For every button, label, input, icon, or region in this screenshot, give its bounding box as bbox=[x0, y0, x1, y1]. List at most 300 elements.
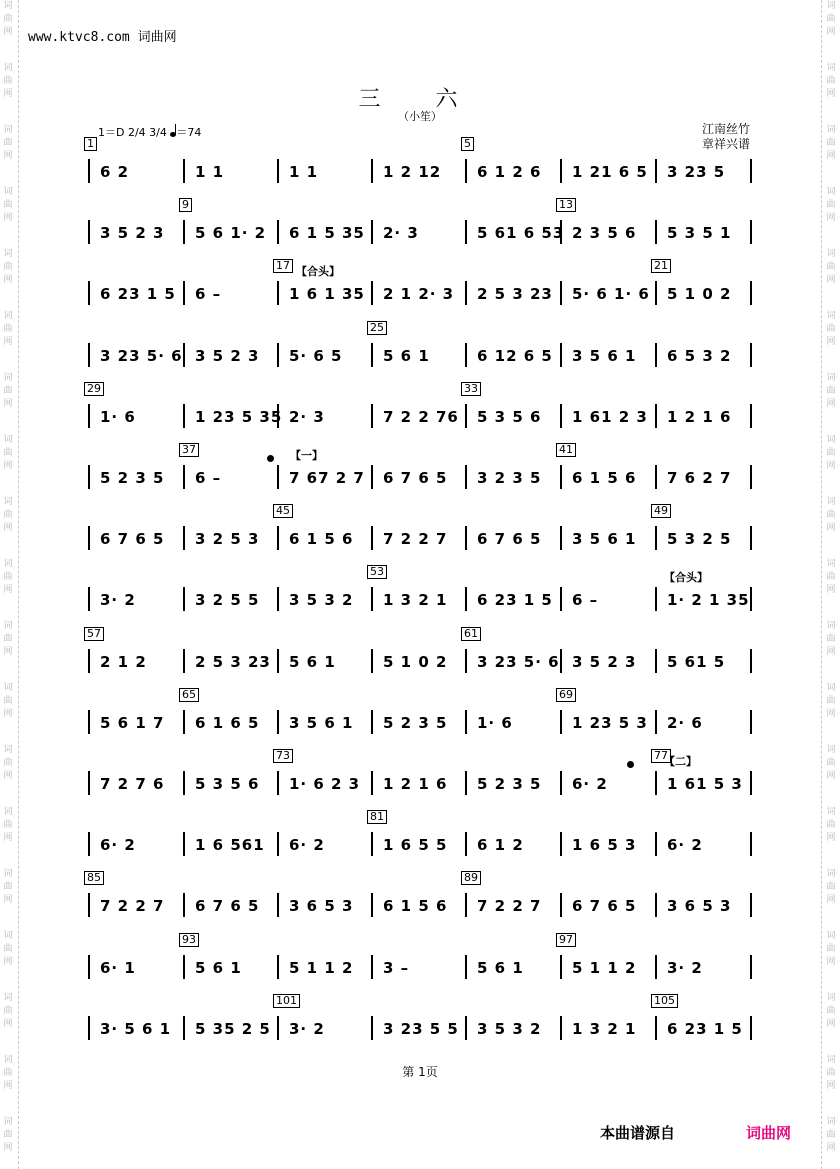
measure: 5 1 0 2 bbox=[667, 285, 732, 304]
barline bbox=[465, 404, 467, 428]
watermark-text: 词 曲 网 bbox=[826, 1117, 836, 1153]
measure-number: 101 bbox=[273, 994, 300, 1008]
measure: 6 2 bbox=[100, 163, 130, 181]
measure: 3 23 5· 6 bbox=[477, 652, 560, 671]
barline bbox=[88, 893, 90, 917]
barline bbox=[277, 465, 279, 489]
staff-row bbox=[88, 830, 753, 856]
barline bbox=[277, 281, 279, 305]
section-mark: 【二】 bbox=[664, 755, 697, 768]
barline bbox=[655, 465, 657, 489]
measure: 6 23 1 5 bbox=[667, 1019, 743, 1038]
watermark-text: 词 曲 网 bbox=[3, 125, 13, 161]
barline bbox=[371, 404, 373, 428]
measure: 6 1 5 35 bbox=[289, 224, 365, 243]
measure: 3 2 5 5 bbox=[195, 591, 260, 610]
measure: 1· 6 2 3 bbox=[289, 775, 361, 793]
staff-row bbox=[88, 218, 753, 244]
barline bbox=[183, 649, 185, 673]
measure-number: 81 bbox=[367, 810, 387, 824]
measure: 6 7 6 5 bbox=[100, 530, 165, 549]
measure: 3· 5 6 1 bbox=[100, 1019, 172, 1038]
barline bbox=[560, 771, 562, 795]
watermark-text: 词 曲 网 bbox=[826, 931, 836, 967]
watermark-text: 词 曲 网 bbox=[3, 249, 13, 285]
barline bbox=[560, 404, 562, 428]
staff-row bbox=[88, 1014, 753, 1040]
barline bbox=[88, 220, 90, 244]
measure-number: 73 bbox=[273, 749, 293, 763]
barline bbox=[560, 526, 562, 550]
barline bbox=[183, 404, 185, 428]
dot-marker-icon bbox=[627, 761, 634, 768]
measure: 5 61 6 53 bbox=[477, 224, 565, 243]
measure-number: 25 bbox=[367, 321, 387, 335]
measure: 3 23 5 5 bbox=[383, 1019, 459, 1038]
measure-number: 1 bbox=[84, 137, 97, 151]
barline bbox=[465, 159, 467, 183]
watermark-text: 词 曲 网 bbox=[826, 683, 836, 719]
measure: 5 6 1 bbox=[383, 346, 430, 365]
song-title: 三 六 bbox=[358, 87, 482, 112]
measure: 7 67 2 7 bbox=[289, 469, 365, 487]
measure: 6 7 6 5 bbox=[477, 530, 542, 549]
section-mark: 【一】 bbox=[290, 449, 323, 462]
measure: 3 5 3 2 bbox=[289, 591, 354, 610]
measure: 3· 2 bbox=[100, 591, 136, 610]
barline bbox=[655, 220, 657, 244]
measure: 5 3 5 1 bbox=[667, 224, 732, 243]
measure: 1· 2 1 35 bbox=[667, 591, 750, 610]
arranger-label: 章祥兴谱 bbox=[702, 137, 751, 151]
measure: 3 2 5 3 bbox=[195, 530, 260, 549]
measure: 5 3 5 6 bbox=[477, 407, 542, 426]
watermark-text: 词 曲 网 bbox=[826, 869, 836, 905]
measure: 1· 6 bbox=[477, 713, 513, 732]
measure-number: 21 bbox=[651, 259, 671, 273]
measure-number: 45 bbox=[273, 504, 293, 518]
barline bbox=[183, 1016, 185, 1040]
watermark-text: 词 曲 网 bbox=[3, 931, 13, 967]
watermark-text: 词 曲 网 bbox=[826, 621, 836, 657]
barline bbox=[750, 710, 752, 734]
measure: 5 2 3 5 bbox=[477, 775, 542, 793]
measure: 5 61 5 bbox=[667, 652, 726, 671]
measure: 3 – bbox=[383, 958, 410, 977]
barline bbox=[371, 893, 373, 917]
measure: 1 23 5 3 bbox=[572, 713, 648, 732]
barline bbox=[88, 404, 90, 428]
measure: 3· 2 bbox=[289, 1019, 325, 1038]
barline bbox=[655, 771, 657, 795]
key-and-tempo bbox=[98, 124, 201, 140]
watermark-text: 词 曲 网 bbox=[826, 249, 836, 285]
measure-number: 33 bbox=[461, 382, 481, 396]
site-url: www.ktvc8.com 词曲网 bbox=[28, 30, 177, 45]
barline bbox=[371, 832, 373, 856]
measure: 1 6 5 3 bbox=[572, 836, 637, 855]
staff-row bbox=[88, 524, 753, 550]
barline bbox=[750, 587, 752, 611]
watermark-text: 词 曲 网 bbox=[826, 311, 836, 347]
watermark-text: 词 曲 网 bbox=[3, 311, 13, 347]
measure: 1 2 1 6 bbox=[667, 407, 732, 426]
measure: 6 12 6 5 bbox=[477, 346, 553, 365]
barline bbox=[183, 893, 185, 917]
barline bbox=[183, 159, 185, 183]
barline bbox=[750, 526, 752, 550]
barline bbox=[183, 281, 185, 305]
barline bbox=[465, 587, 467, 611]
barline bbox=[277, 771, 279, 795]
watermark-text: 词 曲 网 bbox=[826, 187, 836, 223]
measure: 5· 6 5 bbox=[289, 346, 343, 365]
staff-row bbox=[87, 626, 753, 673]
staff-row bbox=[88, 708, 753, 734]
measure: 3 5 3 2 bbox=[477, 1019, 542, 1038]
barline bbox=[560, 832, 562, 856]
barline bbox=[183, 955, 185, 979]
barline bbox=[465, 281, 467, 305]
barline bbox=[465, 1016, 467, 1040]
watermark-text: 词 曲 网 bbox=[3, 373, 13, 409]
measure: 6 1 6 5 bbox=[195, 713, 260, 732]
barline bbox=[88, 832, 90, 856]
section-mark: 【合头】 bbox=[296, 265, 340, 279]
measure-number: 105 bbox=[651, 994, 678, 1008]
barline bbox=[560, 649, 562, 673]
measure: 6 5 3 2 bbox=[667, 346, 732, 365]
barline bbox=[750, 465, 752, 489]
barline bbox=[655, 526, 657, 550]
barline bbox=[183, 465, 185, 489]
measure: 3 5 2 3 bbox=[195, 346, 260, 365]
measure: 6 – bbox=[195, 469, 222, 487]
barline bbox=[183, 220, 185, 244]
measure: 6 23 1 5 bbox=[477, 591, 553, 610]
watermark-text: 词 曲 网 bbox=[3, 497, 13, 533]
measure: 3 2 3 5 bbox=[477, 469, 542, 487]
barline bbox=[277, 955, 279, 979]
barline bbox=[750, 832, 752, 856]
barline bbox=[371, 955, 373, 979]
watermark-text: 词 曲 网 bbox=[826, 373, 836, 409]
staff-row bbox=[88, 769, 753, 795]
watermark-text: 词 曲 网 bbox=[826, 1, 836, 37]
tempo-value: ＝74 bbox=[176, 126, 202, 139]
barline bbox=[655, 710, 657, 734]
measure: 6 1 2 bbox=[477, 836, 524, 855]
measure: 3 23 5· 6 bbox=[100, 346, 183, 365]
barline bbox=[88, 343, 90, 367]
watermark-text: 词 曲 网 bbox=[3, 559, 13, 595]
barline bbox=[88, 710, 90, 734]
barline bbox=[560, 1016, 562, 1040]
barline bbox=[277, 893, 279, 917]
measure: 1 1 bbox=[289, 163, 319, 181]
measure: 5 6 1 bbox=[289, 652, 336, 671]
barline bbox=[277, 159, 279, 183]
barline bbox=[465, 832, 467, 856]
measure: 5 2 3 5 bbox=[383, 713, 448, 732]
staff-row bbox=[88, 341, 753, 367]
watermark-text: 词 曲 网 bbox=[826, 807, 836, 843]
measure: 6· 2 bbox=[100, 836, 136, 855]
measure: 1 23 5 35 bbox=[195, 407, 283, 426]
barline bbox=[183, 526, 185, 550]
barline bbox=[371, 281, 373, 305]
measure: 3 5 6 1 bbox=[572, 346, 637, 365]
barline bbox=[465, 710, 467, 734]
measure: 1 2 12 bbox=[383, 163, 442, 181]
barline bbox=[655, 832, 657, 856]
barline bbox=[277, 832, 279, 856]
barline bbox=[371, 526, 373, 550]
brand-link[interactable]: 词曲网 bbox=[746, 1124, 792, 1142]
barline bbox=[371, 1016, 373, 1040]
measure: 7 2 7 6 bbox=[100, 775, 165, 793]
barline bbox=[560, 955, 562, 979]
barline bbox=[183, 832, 185, 856]
measure: 6· 2 bbox=[289, 836, 325, 855]
dot-marker-icon bbox=[267, 455, 274, 462]
measure: 1· 6 bbox=[100, 407, 136, 426]
measure: 5· 6 1· 6 bbox=[572, 285, 650, 304]
measure: 6 1 5 6 bbox=[289, 530, 354, 549]
measure: 3 23 5 bbox=[667, 163, 726, 181]
barline bbox=[465, 343, 467, 367]
measure: 7 2 2 7 bbox=[477, 897, 542, 916]
measure: 1 1 bbox=[195, 163, 225, 181]
genre-label: 江南丝竹 bbox=[702, 122, 751, 136]
measure: 3 5 2 3 bbox=[572, 652, 637, 671]
measure: 2· 3 bbox=[289, 407, 325, 426]
barline bbox=[465, 649, 467, 673]
measure: 2 5 3 23 bbox=[477, 285, 553, 304]
measure-number: 37 bbox=[179, 443, 199, 457]
measure-number: 77 bbox=[651, 749, 671, 763]
staff-row bbox=[88, 585, 753, 611]
measure: 6 7 6 5 bbox=[572, 897, 637, 916]
measure: 6 1 5 6 bbox=[383, 897, 448, 916]
measure: 1 61 2 3 bbox=[572, 407, 648, 426]
measure: 2 1 2 bbox=[100, 652, 147, 671]
barline bbox=[88, 159, 90, 183]
measure-number: 53 bbox=[367, 565, 387, 579]
barline bbox=[371, 343, 373, 367]
measure: 7 2 2 7 bbox=[100, 897, 165, 916]
barline bbox=[750, 404, 752, 428]
barline bbox=[277, 587, 279, 611]
barline bbox=[750, 893, 752, 917]
watermark-text: 词 曲 网 bbox=[3, 869, 13, 905]
measure: 6 7 6 5 bbox=[383, 469, 448, 487]
song-subtitle: （小笙） bbox=[398, 110, 442, 123]
watermark-text: 词 曲 网 bbox=[3, 435, 13, 471]
measure: 2 1 2· 3 bbox=[383, 285, 455, 304]
measure: 6· 1 bbox=[100, 958, 136, 977]
measure: 2· 3 bbox=[383, 224, 419, 243]
staff-row bbox=[88, 279, 753, 305]
measure: 5 6 1 bbox=[195, 958, 242, 977]
barline bbox=[371, 710, 373, 734]
measure: 1 3 2 1 bbox=[572, 1019, 637, 1038]
barline bbox=[88, 587, 90, 611]
watermark-text: 词 曲 网 bbox=[826, 63, 836, 99]
measure: 3 5 6 1 bbox=[572, 530, 637, 549]
measure: 3 6 5 3 bbox=[289, 897, 354, 916]
watermark-text: 词 曲 网 bbox=[3, 1055, 13, 1091]
section-mark: 【合头】 bbox=[664, 571, 708, 585]
measure-number: 89 bbox=[461, 871, 481, 885]
measure: 6 – bbox=[572, 591, 599, 610]
measure: 5 1 1 2 bbox=[289, 958, 354, 977]
watermark-text: 词 曲 网 bbox=[826, 497, 836, 533]
barline bbox=[183, 587, 185, 611]
measure: 1 6 1 35 bbox=[289, 285, 365, 304]
measure-number: 93 bbox=[179, 933, 199, 947]
measure: 6 1 5 6 bbox=[572, 469, 637, 487]
barline bbox=[750, 649, 752, 673]
barline bbox=[655, 404, 657, 428]
measure: 5 3 2 5 bbox=[667, 530, 732, 549]
measure: 7 2 2 76 bbox=[383, 407, 459, 426]
measure-number: 61 bbox=[461, 627, 481, 641]
measure-number: 69 bbox=[556, 688, 576, 702]
barline bbox=[750, 159, 752, 183]
barline bbox=[371, 465, 373, 489]
barline bbox=[750, 771, 752, 795]
watermark-text: 词 曲 网 bbox=[3, 807, 13, 843]
barline bbox=[465, 771, 467, 795]
measure: 6· 2 bbox=[572, 775, 608, 793]
measure-number: 41 bbox=[556, 443, 576, 457]
measure: 6 7 6 5 bbox=[195, 897, 260, 916]
watermark-text: 词 曲 网 bbox=[826, 1055, 836, 1091]
barline bbox=[560, 710, 562, 734]
watermark-text: 词 曲 网 bbox=[3, 683, 13, 719]
measure: 3 5 6 1 bbox=[289, 713, 354, 732]
barline bbox=[277, 220, 279, 244]
barline bbox=[465, 955, 467, 979]
barline bbox=[88, 771, 90, 795]
measure-number: 13 bbox=[556, 198, 576, 212]
barline bbox=[750, 1016, 752, 1040]
source-label: 本曲谱源自 bbox=[600, 1124, 676, 1142]
barline bbox=[88, 1016, 90, 1040]
measure: 6 23 1 5 bbox=[100, 285, 176, 304]
barline bbox=[88, 281, 90, 305]
watermark-text: 词 曲 网 bbox=[3, 745, 13, 781]
watermark-text: 词 曲 网 bbox=[3, 1, 13, 37]
barline bbox=[560, 343, 562, 367]
barline bbox=[88, 465, 90, 489]
measure-number: 97 bbox=[556, 933, 576, 947]
barline bbox=[465, 220, 467, 244]
watermark-text: 词 曲 网 bbox=[826, 993, 836, 1029]
measure: 5 6 1· 2 bbox=[195, 224, 267, 243]
measure: 2 5 3 23 bbox=[195, 652, 271, 671]
measure: 1 6 561 bbox=[195, 836, 265, 855]
barline bbox=[655, 893, 657, 917]
measure: 7 6 2 7 bbox=[667, 469, 732, 487]
barline bbox=[183, 771, 185, 795]
barline bbox=[371, 159, 373, 183]
measure: 6· 2 bbox=[667, 836, 703, 855]
measure: 1 21 6 5 bbox=[572, 163, 648, 181]
barline bbox=[371, 220, 373, 244]
measure: 5 6 1 bbox=[477, 958, 524, 977]
barline bbox=[655, 649, 657, 673]
measure-number: 65 bbox=[179, 688, 199, 702]
barline bbox=[560, 465, 562, 489]
watermark-text: 词 曲 网 bbox=[826, 559, 836, 595]
barline bbox=[183, 710, 185, 734]
measure: 7 2 2 7 bbox=[383, 530, 448, 549]
barline bbox=[655, 1016, 657, 1040]
barline bbox=[560, 159, 562, 183]
measure: 1 3 2 1 bbox=[383, 591, 448, 610]
measure: 6 1 2 6 bbox=[477, 163, 542, 181]
barline bbox=[655, 159, 657, 183]
barline bbox=[655, 587, 657, 611]
measure: 1 6 5 5 bbox=[383, 836, 448, 855]
staff-row bbox=[88, 953, 753, 979]
measure: 5 2 3 5 bbox=[100, 469, 165, 487]
measure: 5 3 5 6 bbox=[195, 775, 260, 793]
barline bbox=[750, 955, 752, 979]
barline bbox=[88, 955, 90, 979]
barline bbox=[655, 281, 657, 305]
watermark-text: 词 曲 网 bbox=[826, 125, 836, 161]
barline bbox=[655, 955, 657, 979]
barline bbox=[750, 220, 752, 244]
barline bbox=[465, 893, 467, 917]
barline bbox=[560, 587, 562, 611]
measure: 2 3 5 6 bbox=[572, 224, 637, 243]
measure-number: 29 bbox=[84, 382, 104, 396]
barline bbox=[465, 465, 467, 489]
watermark-text: 词 曲 网 bbox=[3, 1117, 13, 1153]
barline bbox=[183, 343, 185, 367]
barline bbox=[277, 343, 279, 367]
barline bbox=[560, 893, 562, 917]
measure: 3 5 2 3 bbox=[100, 224, 165, 243]
measure-number: 9 bbox=[179, 198, 192, 212]
barline bbox=[88, 649, 90, 673]
barline bbox=[750, 281, 752, 305]
measure: 5 1 1 2 bbox=[572, 958, 637, 977]
measure-number: 5 bbox=[461, 137, 474, 151]
barline bbox=[371, 587, 373, 611]
staff-row bbox=[88, 463, 753, 489]
measure: 3· 2 bbox=[667, 958, 703, 977]
measure: 5 1 0 2 bbox=[383, 652, 448, 671]
barline bbox=[88, 526, 90, 550]
measure: 2· 6 bbox=[667, 713, 703, 732]
measure: 1 2 1 6 bbox=[383, 775, 448, 793]
watermark-text: 词 曲 网 bbox=[826, 435, 836, 471]
measure: 1 61 5 3 bbox=[667, 775, 743, 793]
key-signature: 1＝D 2/4 3/4 bbox=[98, 126, 171, 139]
page-number: 第 1页 bbox=[402, 1065, 438, 1079]
barline bbox=[560, 281, 562, 305]
watermark-text: 词 曲 网 bbox=[3, 63, 13, 99]
measure-number: 57 bbox=[84, 627, 104, 641]
barline bbox=[277, 1016, 279, 1040]
barline bbox=[750, 343, 752, 367]
measure: 5 6 1 7 bbox=[100, 713, 165, 732]
